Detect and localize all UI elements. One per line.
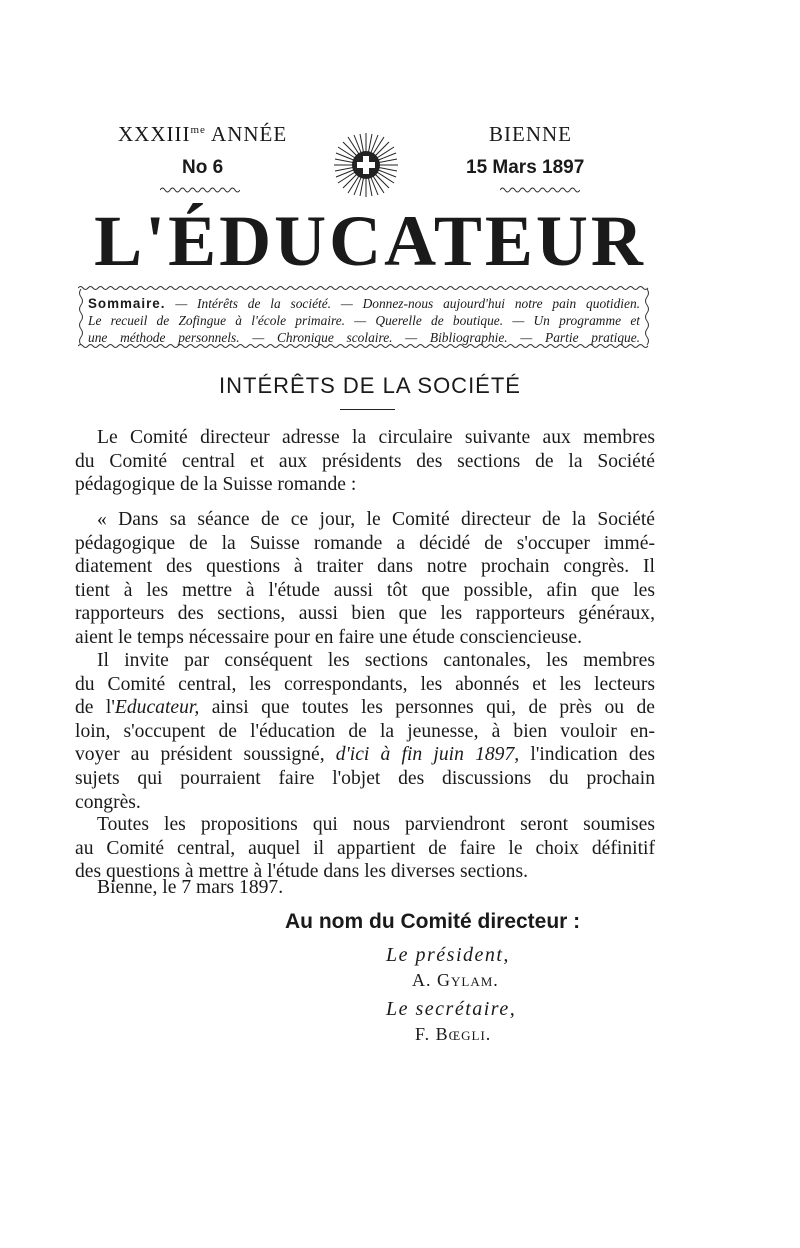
publication-name: Educateur, xyxy=(114,697,200,719)
sommaire-contents: Sommaire. — Intérêts de la société. — Donnez-nous aujourd'hui notre pain quotidien. Le recueil de Zofingue à l'école primaire. — Querelle de boutique. — Un programme et une méthode personnels. — Chronique scolaire. — Bibliographie. — Partie pratique. xyxy=(88,296,640,345)
issue-date: 15 Mars 1897 xyxy=(466,157,585,178)
paragraph-propositions: Toutes les propositions qui nous parviendront seront soumises au Comité central, auquel il appartient de faire le choix définitif des questions à mettre à l'étude dans les diverses sections. xyxy=(75,814,655,883)
paragraph-circular: « Dans sa séance de ce jour, le Comité directeur de la Société pédagogique de la Suisse romande a décidé de s'occuper immé- diatement des questions à traiter dans notre prochain congrès. Il tient à les mettre à l'étude aussi tôt que possible, afin que les rapporteurs des sections, aussi bien que les rapporteurs généraux, aient le temps nécessaire pour en faire une étude consciencieuse. xyxy=(75,509,655,648)
title-rule xyxy=(340,409,395,410)
masthead-title: L'ÉDUCATEUR xyxy=(94,201,646,281)
dateline: Bienne, le 7 mars 1897. xyxy=(97,877,284,898)
year-label: $XXXIII^{me}$ ANNÉE xyxy=(118,122,288,146)
ornament-rule-left xyxy=(160,186,240,194)
swiss-cross-emblem-icon xyxy=(332,131,400,199)
sommaire-line: Le recueil de Zofingue à l'école primaire. — Querelle de boutique. — Un programme et xyxy=(88,313,640,328)
sommaire-label: Sommaire. xyxy=(88,296,166,311)
paragraph-invitation: Il invite par conséquent les sections cantonales, les membres du Comité central, les correspondants, les abonnés et les lecteurs de l'Educateur, ainsi que toutes les personnes qui, de près ou de loin, s'occupent de l'éducation de la jeunesse, à bien vouloir en- voyer au président soussigné, d'ici à fin juin 1897, l'indication des sujets qui pourraient faire l'objet des discussions du prochain congrès. xyxy=(75,650,656,813)
issue-number: No 6 xyxy=(182,157,224,178)
article-title: INTÉRÊTS DE LA SOCIÉTÉ xyxy=(219,373,521,398)
president-role: Le président, xyxy=(386,944,510,966)
sommaire-line: une méthode personnels. — Chronique scolaire. — Bibliographie. — Partie pratique. xyxy=(88,330,640,345)
secretary-role: Le secrétaire, xyxy=(386,998,517,1020)
secretary-name: F. Bœgli. xyxy=(415,1024,492,1044)
deadline: d'ici à fin juin 1897, xyxy=(335,744,520,766)
signature-heading: Au nom du Comité directeur : xyxy=(285,910,581,933)
president-name: A. Gylam. xyxy=(412,970,499,990)
city-label: BIENNE xyxy=(489,122,572,146)
ornament-rule-right xyxy=(500,186,580,194)
paragraph-intro: Le Comité directeur adresse la circulaire suivante aux membres du Comité central et aux présidents des sections de la Société pédagogique de la Suisse romande : xyxy=(75,427,655,496)
